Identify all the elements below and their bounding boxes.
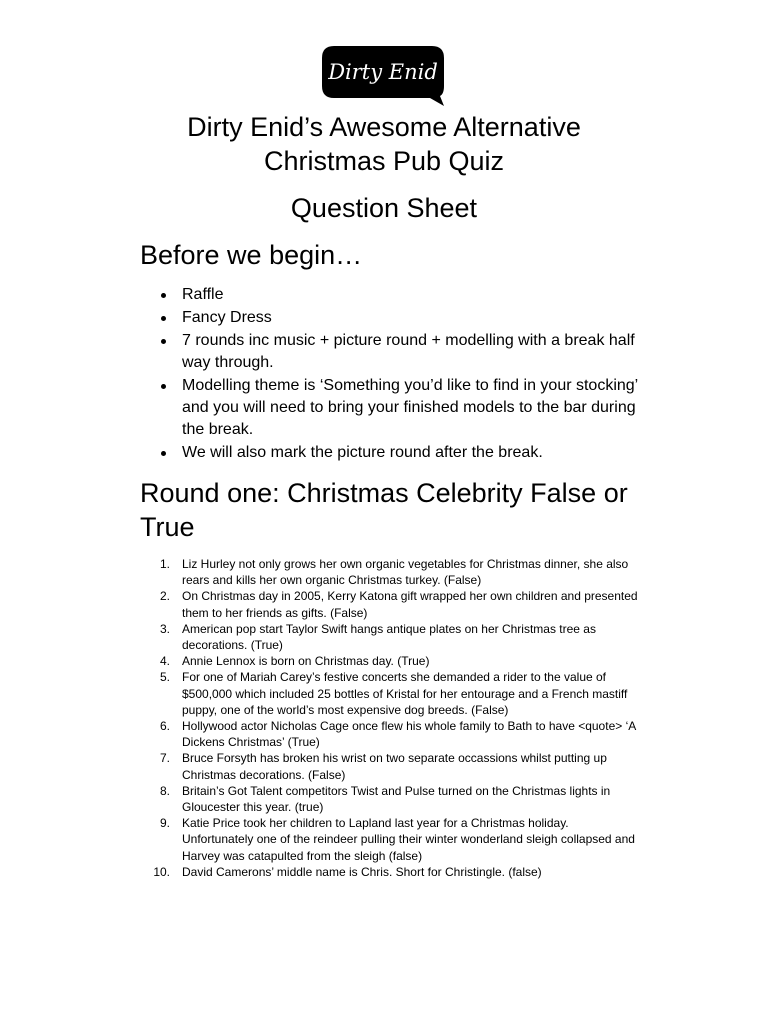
speech-bubble-logo-icon bbox=[320, 44, 446, 108]
bullet-line: Modelling theme is ‘Something you’d like to find in your stocking’ bbox=[182, 377, 639, 394]
question-line: Katie Price took her children to Lapland last year for a Christmas holiday. bbox=[182, 816, 569, 831]
question-item bbox=[140, 556, 640, 588]
bullet-line: 7 rounds inc music + picture round + modelling with a break half bbox=[182, 332, 635, 349]
bullet-line: We will also mark the picture round after the break. bbox=[182, 444, 543, 461]
bullet-item bbox=[140, 330, 640, 374]
question-number: 7. bbox=[159, 751, 170, 766]
question-line: Christmas decorations. (False) bbox=[182, 767, 346, 782]
question-number: 10. bbox=[153, 864, 170, 879]
question-line: David Camerons’ middle name is Chris. Short for Christingle. (false) bbox=[182, 864, 542, 879]
bullet-line: the break. bbox=[182, 421, 254, 438]
before-we-begin-list bbox=[140, 284, 640, 465]
bullet-line: way through. bbox=[182, 354, 274, 371]
question-line: puppy, one of the world’s most expensive dog breeds. (False) bbox=[182, 702, 509, 717]
question-item bbox=[140, 815, 640, 864]
question-item bbox=[140, 621, 640, 653]
question-line: Harvey was catapulted from the sleigh (false) bbox=[182, 848, 423, 863]
bullet-icon bbox=[161, 316, 166, 321]
question-line: Annie Lennox is born on Christmas day. (True) bbox=[182, 654, 430, 669]
question-line: $500,000 which included 25 bottles of Kristal for her entourage and a French mastiff bbox=[182, 686, 628, 701]
question-line: decorations. (True) bbox=[182, 638, 283, 653]
round-one-heading-line-2: True bbox=[140, 512, 195, 542]
question-item bbox=[140, 669, 640, 718]
bullet-icon bbox=[161, 293, 166, 298]
bullet-item bbox=[140, 307, 640, 329]
question-item bbox=[140, 653, 640, 669]
round-one-questions bbox=[140, 556, 640, 880]
question-line: Britain’s Got Talent competitors Twist and Pulse turned on the Christmas lights in bbox=[182, 783, 611, 798]
title-line-2: Christmas Pub Quiz bbox=[263, 146, 505, 176]
question-line: American pop start Taylor Swift hangs antique plates on her Christmas tree as bbox=[182, 621, 596, 636]
question-number: 8. bbox=[159, 783, 170, 798]
question-line: Bruce Forsyth has broken his wrist on two separate occassions whilst putting up bbox=[182, 751, 607, 766]
logo-text: Dirty Enid bbox=[328, 60, 438, 84]
document-title bbox=[0, 110, 768, 178]
bullet-item bbox=[140, 375, 640, 441]
question-line: Gloucester this year. (true) bbox=[182, 800, 324, 815]
before-we-begin-heading: Before we begin… bbox=[140, 240, 363, 270]
document-subtitle: Question Sheet bbox=[290, 193, 478, 223]
bullet-item bbox=[140, 442, 640, 464]
bullet-line: Raffle bbox=[182, 286, 224, 303]
question-line: them to her friends as gifts. (False) bbox=[182, 605, 368, 620]
question-item bbox=[140, 750, 640, 782]
question-number: 9. bbox=[159, 816, 170, 831]
question-item bbox=[140, 718, 640, 750]
question-item bbox=[140, 864, 640, 880]
bullet-icon bbox=[161, 384, 166, 389]
question-number: 1. bbox=[159, 557, 170, 571]
question-number: 6. bbox=[159, 719, 170, 734]
question-line: Hollywood actor Nicholas Cage once flew his whole family to Bath to have <quote> ‘A bbox=[182, 719, 637, 734]
question-item bbox=[140, 588, 640, 620]
bullet-icon bbox=[161, 339, 166, 344]
question-item bbox=[140, 783, 640, 815]
question-line: Liz Hurley not only grows her own organic vegetables for Christmas dinner, she also bbox=[182, 557, 629, 571]
question-line: Dickens Christmas’ (True) bbox=[182, 735, 320, 750]
title-line-1: Dirty Enid’s Awesome Alternative bbox=[187, 112, 581, 142]
question-line: For one of Mariah Carey’s festive concerts she demanded a rider to the value of bbox=[182, 670, 607, 685]
question-number: 2. bbox=[159, 589, 170, 604]
bullet-line: and you will need to bring your finished models to the bar during bbox=[182, 399, 636, 416]
question-line: rears and kills her own organic Christmas turkey. (False) bbox=[182, 573, 482, 588]
bullet-icon bbox=[161, 451, 166, 456]
round-one-heading bbox=[140, 476, 628, 544]
question-line: On Christmas day in 2005, Kerry Katona gift wrapped her own children and presented bbox=[182, 589, 638, 604]
question-number: 5. bbox=[159, 670, 170, 685]
round-one-heading-line-1: Round one: Christmas Celebrity False or bbox=[140, 478, 628, 508]
question-number: 4. bbox=[159, 654, 170, 669]
question-number: 3. bbox=[159, 621, 170, 636]
question-line: Unfortunately one of the reindeer pulling their winter wonderland sleigh collapsed and bbox=[182, 832, 635, 847]
bullet-item bbox=[140, 284, 640, 306]
dirty-enid-logo bbox=[320, 44, 446, 108]
bullet-line: Fancy Dress bbox=[182, 309, 272, 326]
